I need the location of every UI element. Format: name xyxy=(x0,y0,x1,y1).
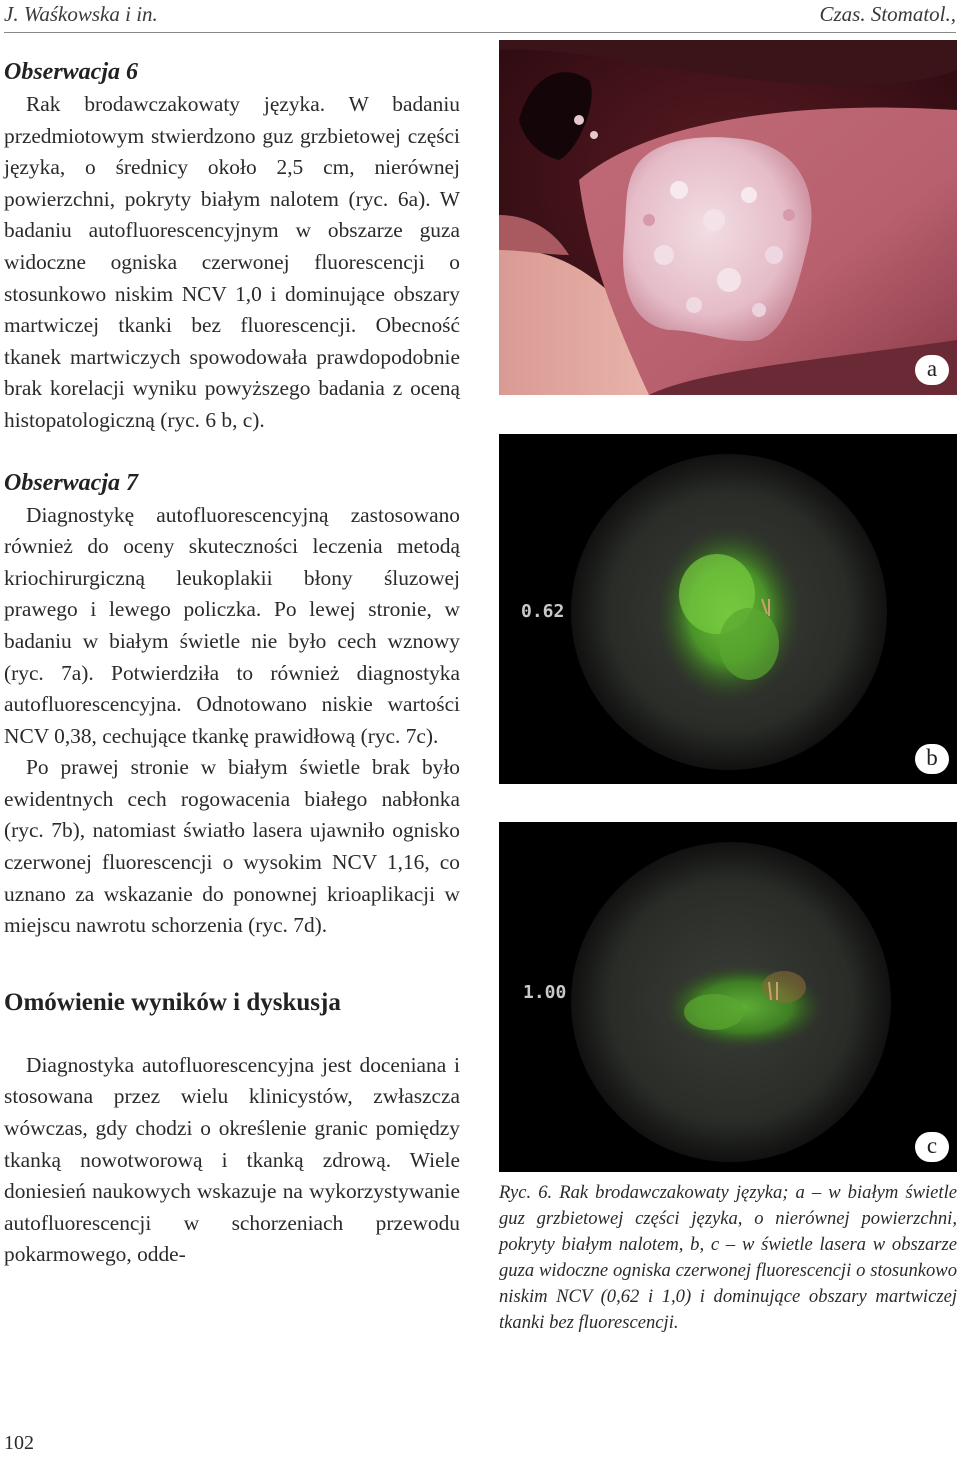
fluorescence-b-illustration xyxy=(499,434,957,784)
obs7-paragraph-1: Diagnostykę autofluorescencyjną zastosowano również do oceny skuteczności leczenia metodą kriochirurgiczną leukoplakii błony śluzowej prawego i lewego policzka. Po lewej stronie, w badaniu w białym świetle nie było cech wznowy (ryc. 7a). Potwierdziła to również diagnostyka autofluorescencyjna. Odnotowano niskie wartości NCV 0,38, cechujące tkankę prawidłową (ryc. 7c). xyxy=(4,502,460,748)
figure-c-ncv-readout: 1.00 xyxy=(523,982,567,1003)
figure-caption: Ryc. 6. Rak brodawczakowaty języka; a – w białym świetle guz grzbietowej części języka, o nierównej powierzchni, pokryty białym nalotem, b, c – w świetle lasera w obszarze guza widoczne ogniska czerwonej fluorescencji o stosunkowo niskim NCV (0,62 i 1,0) i dominujące obszary martwiczej tkanki bez fluorescencji. xyxy=(499,1182,957,1333)
obs6-paragraph: Rak brodawczakowaty języka. W badaniu przedmiotowym stwierdzono guz grzbietowej części języka, o średnicy około 2,5 cm, nierównej powierzchni, pokryty białym nalotem (ryc. 6a). W badaniu autofluorescencyjnym w obszarze guza widoczne ogniska czerwonej fluorescencji o stosunkowo niskim NCV 1,0 i dominujące obszary martwiczej tkanki bez fluorescencji. Obecność tkanek martwiczych spowodowała prawdopodobnie brak korelacji wyniku powyższego badania z oceną histopatologiczną (ryc. 6 b, c). xyxy=(4,92,460,432)
discussion-heading: Omówienie wyników i dyskusja xyxy=(4,988,341,1016)
obs7-paragraph-2: Po prawej stronie w białym świetle brak było ewidentnych cech rogowacenia białego nabłonka (ryc. 7b), natomiast światło lasera ujawniło ognisko czerwonej fluorescencji o wysokim NCV 1,16, co uznano za wskazanie do ponownej krioaplikacji w miejscu nawrotu schorzenia (ryc. 7d). xyxy=(4,755,460,938)
figure-a-label: a xyxy=(915,355,949,385)
running-head-journal: Czas. Stomatol., xyxy=(819,2,956,26)
discussion-paragraph: Diagnostyka autofluorescencyjna jest doceniana i stosowana przez wielu klinicystów, zwłaszcza wówczas, gdy chodzi o określenie granic pomiędzy tkanką nowotworową i tkanką zdrową. Wiele doniesień naukowych wskazuje na wykorzystywanie autofluorescencji w schorzeniach przewodu pokarmowego, odde- xyxy=(4,1052,460,1267)
page-number: 102 xyxy=(4,1432,34,1454)
figure-c-fluorescence xyxy=(499,822,957,1172)
figure-b-ncv-readout: 0.62 xyxy=(521,601,565,622)
figure-a-tongue-photo xyxy=(499,40,957,395)
fluorescence-c-illustration xyxy=(499,822,957,1172)
header-rule xyxy=(4,32,956,33)
obs6-heading: Obserwacja 6 xyxy=(4,59,138,85)
figure-b-label: b xyxy=(915,744,949,774)
running-head-authors: J. Waśkowska i in. xyxy=(4,2,158,26)
left-column xyxy=(4,56,460,1271)
figure-b-fluorescence xyxy=(499,434,957,784)
figure-c-label: c xyxy=(915,1132,949,1162)
obs7-heading: Obserwacja 7 xyxy=(4,469,138,496)
tongue-photo-illustration xyxy=(499,40,957,395)
